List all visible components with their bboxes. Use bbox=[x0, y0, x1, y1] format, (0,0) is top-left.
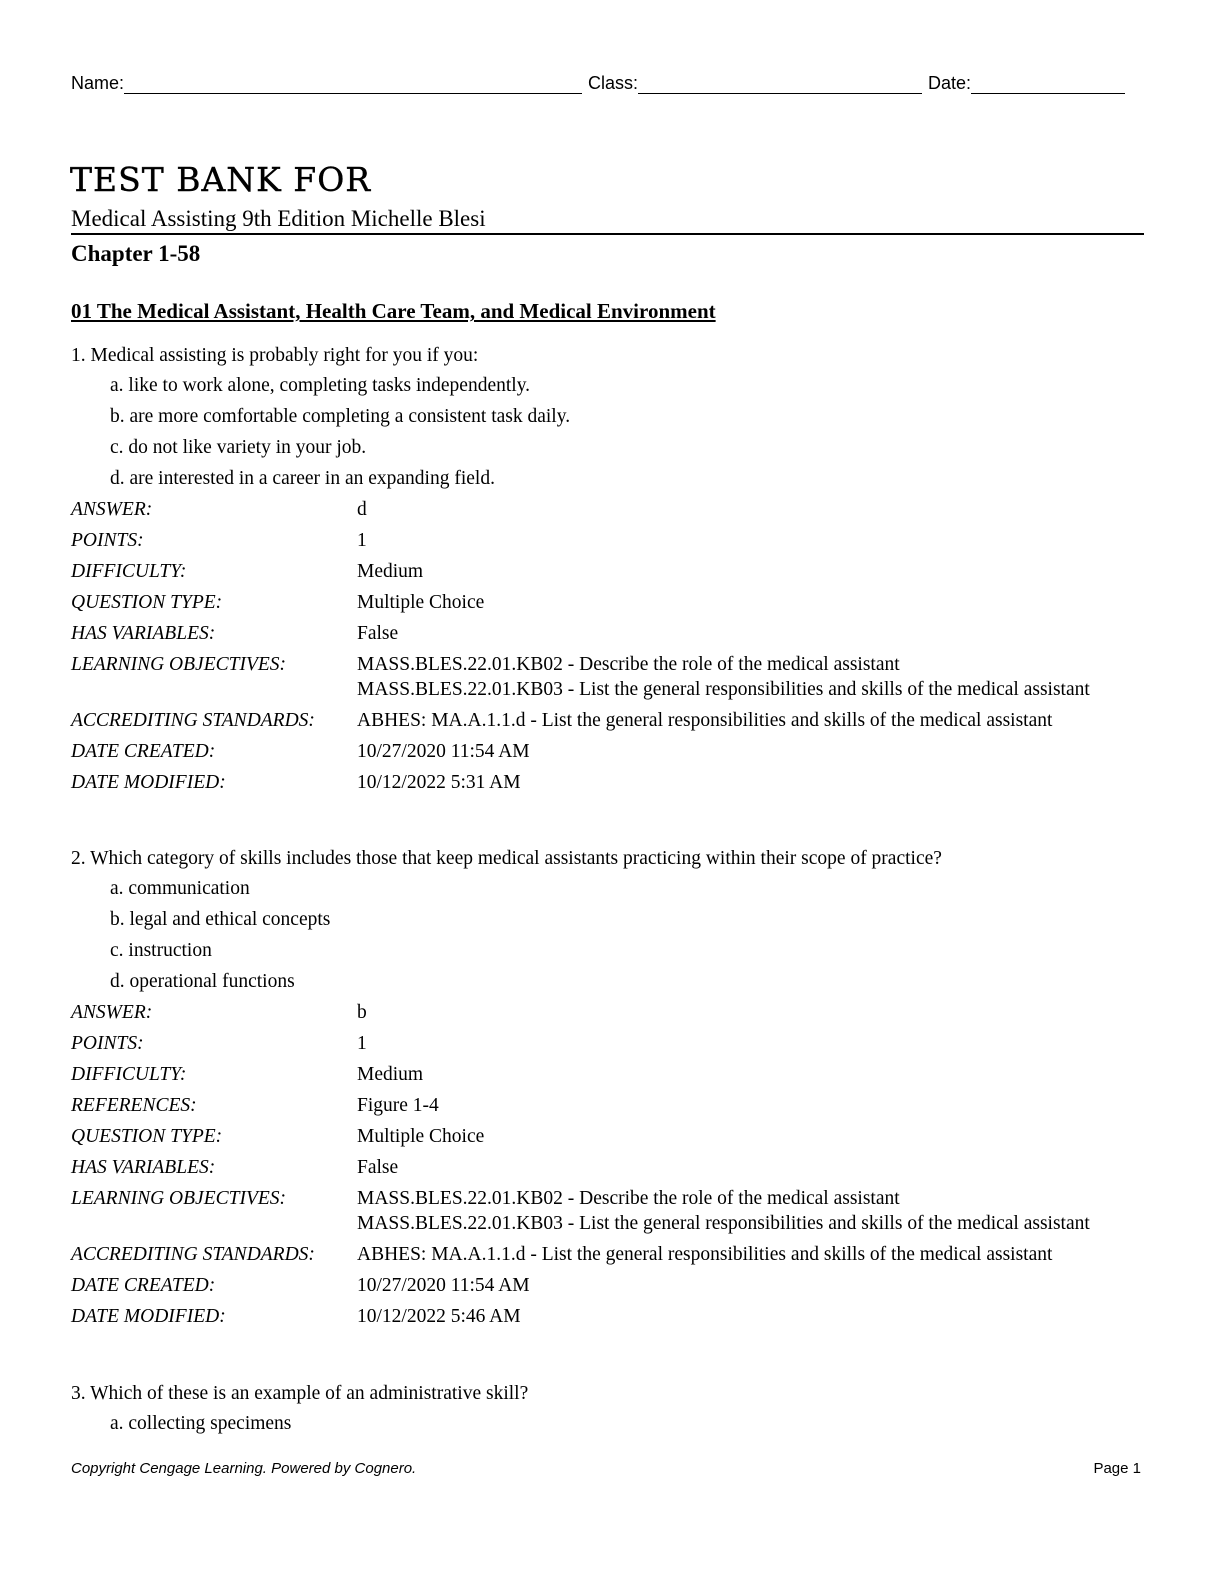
references-label: REFERENCES: bbox=[71, 1095, 197, 1116]
answer-label: ANSWER: bbox=[71, 1002, 153, 1023]
option-b: b. are more comfortable completing a consistent task daily. bbox=[110, 406, 571, 427]
copyright-text: Copyright Cengage Learning. Powered by Cognero. bbox=[71, 1460, 417, 1477]
option-c: c. do not like variety in your job. bbox=[110, 437, 367, 458]
class-label: Class: bbox=[588, 73, 639, 93]
references-row bbox=[71, 1090, 1151, 1121]
has-variables-value: False bbox=[357, 623, 399, 644]
answer-row bbox=[71, 494, 1151, 525]
date-label: Date: bbox=[928, 73, 972, 93]
date-blank bbox=[971, 72, 1125, 94]
points-value: 1 bbox=[357, 1033, 367, 1054]
references-value: Figure 1-4 bbox=[357, 1095, 439, 1116]
answer-value: d bbox=[357, 499, 367, 520]
has-variables-label: HAS VARIABLES: bbox=[71, 623, 216, 644]
points-label: POINTS: bbox=[71, 1033, 144, 1054]
question-stem: 3. Which of these is an example of an administrative skill? bbox=[71, 1383, 529, 1404]
learning-objectives-row bbox=[71, 1183, 1151, 1239]
question-1 bbox=[71, 341, 1151, 798]
class-blank bbox=[638, 72, 922, 94]
has-variables-value: False bbox=[357, 1157, 399, 1178]
page-footer bbox=[71, 1460, 1141, 1477]
answer-label: ANSWER: bbox=[71, 499, 153, 520]
question-2 bbox=[71, 844, 1151, 1332]
title-rule bbox=[71, 233, 1144, 235]
date-created-value: 10/27/2020 11:54 AM bbox=[357, 1275, 530, 1296]
difficulty-value: Medium bbox=[357, 1064, 424, 1085]
learning-objective-1: MASS.BLES.22.01.KB02 - Describe the role of the medical assistant bbox=[357, 1188, 900, 1209]
has-variables-label: HAS VARIABLES: bbox=[71, 1157, 216, 1178]
learning-objectives-label: LEARNING OBJECTIVES: bbox=[71, 1188, 287, 1209]
difficulty-row bbox=[71, 556, 1151, 587]
date-created-row bbox=[71, 1270, 1151, 1301]
date-modified-row bbox=[71, 1301, 1151, 1332]
option-a: a. like to work alone, completing tasks independently. bbox=[110, 375, 531, 396]
option-b: b. legal and ethical concepts bbox=[110, 909, 331, 930]
option-a: a. communication bbox=[110, 878, 250, 899]
date-modified-value: 10/12/2022 5:31 AM bbox=[357, 772, 521, 793]
has-variables-row bbox=[71, 618, 1151, 649]
question-type-label: QUESTION TYPE: bbox=[71, 1126, 223, 1147]
date-modified-label: DATE MODIFIED: bbox=[71, 1306, 226, 1327]
answer-value: b bbox=[357, 1002, 367, 1023]
question-type-value: Multiple Choice bbox=[357, 592, 485, 613]
option-d: d. operational functions bbox=[110, 971, 295, 992]
answer-row bbox=[71, 997, 1151, 1028]
points-row bbox=[71, 1028, 1151, 1059]
date-modified-row bbox=[71, 767, 1151, 798]
date-created-value: 10/27/2020 11:54 AM bbox=[357, 741, 530, 762]
date-created-row bbox=[71, 736, 1151, 767]
date-created-label: DATE CREATED: bbox=[71, 1275, 216, 1296]
question-3 bbox=[71, 1379, 1151, 1439]
option-c: c. instruction bbox=[110, 940, 212, 961]
learning-objectives-row bbox=[71, 649, 1151, 705]
option-a: a. collecting specimens bbox=[110, 1413, 292, 1434]
accrediting-standards-label: ACCREDITING STANDARDS: bbox=[71, 710, 315, 731]
accrediting-standards-value: ABHES: MA.A.1.1.d - List the general responsibilities and skills of the medical assistant bbox=[357, 710, 1053, 731]
chapter-heading: Chapter 1-58 bbox=[71, 241, 201, 266]
question-type-row bbox=[71, 587, 1151, 618]
question-type-value: Multiple Choice bbox=[357, 1126, 485, 1147]
has-variables-row bbox=[71, 1152, 1151, 1183]
learning-objective-2: MASS.BLES.22.01.KB03 - List the general responsibilities and skills of the medical assistant bbox=[357, 1213, 1090, 1234]
learning-objective-2: MASS.BLES.22.01.KB03 - List the general responsibilities and skills of the medical assistant bbox=[357, 679, 1090, 700]
difficulty-value: Medium bbox=[357, 561, 424, 582]
option-d: d. are interested in a career in an expanding field. bbox=[110, 468, 495, 489]
points-label: POINTS: bbox=[71, 530, 144, 551]
question-stem: 1. Medical assisting is probably right for you if you: bbox=[71, 345, 479, 366]
question-stem: 2. Which category of skills includes those that keep medical assistants practicing within their scope of practice? bbox=[71, 848, 942, 869]
difficulty-label: DIFFICULTY: bbox=[71, 561, 187, 582]
name-label: Name: bbox=[71, 73, 125, 93]
points-row bbox=[71, 525, 1151, 556]
name-blank bbox=[124, 72, 582, 94]
test-bank-title: TEST BANK FOR bbox=[70, 160, 372, 199]
section-heading: 01 The Medical Assistant, Health Care Team, and Medical Environment bbox=[71, 299, 716, 323]
difficulty-label: DIFFICULTY: bbox=[71, 1064, 187, 1085]
date-created-label: DATE CREATED: bbox=[71, 741, 216, 762]
question-type-row bbox=[71, 1121, 1151, 1152]
accrediting-standards-label: ACCREDITING STANDARDS: bbox=[71, 1244, 315, 1265]
learning-objectives-label: LEARNING OBJECTIVES: bbox=[71, 654, 287, 675]
date-modified-label: DATE MODIFIED: bbox=[71, 772, 226, 793]
accrediting-standards-value: ABHES: MA.A.1.1.d - List the general responsibilities and skills of the medical assistant bbox=[357, 1244, 1053, 1265]
date-modified-value: 10/12/2022 5:46 AM bbox=[357, 1306, 521, 1327]
book-title: Medical Assisting 9th Edition Michelle Blesi bbox=[71, 206, 486, 231]
points-value: 1 bbox=[357, 530, 367, 551]
learning-objective-1: MASS.BLES.22.01.KB02 - Describe the role of the medical assistant bbox=[357, 654, 900, 675]
accrediting-standards-row bbox=[71, 705, 1151, 736]
question-type-label: QUESTION TYPE: bbox=[71, 592, 223, 613]
difficulty-row bbox=[71, 1059, 1151, 1090]
accrediting-standards-row bbox=[71, 1239, 1151, 1270]
name-class-date-row bbox=[71, 72, 1141, 94]
page-number: Page 1 bbox=[1093, 1460, 1141, 1477]
